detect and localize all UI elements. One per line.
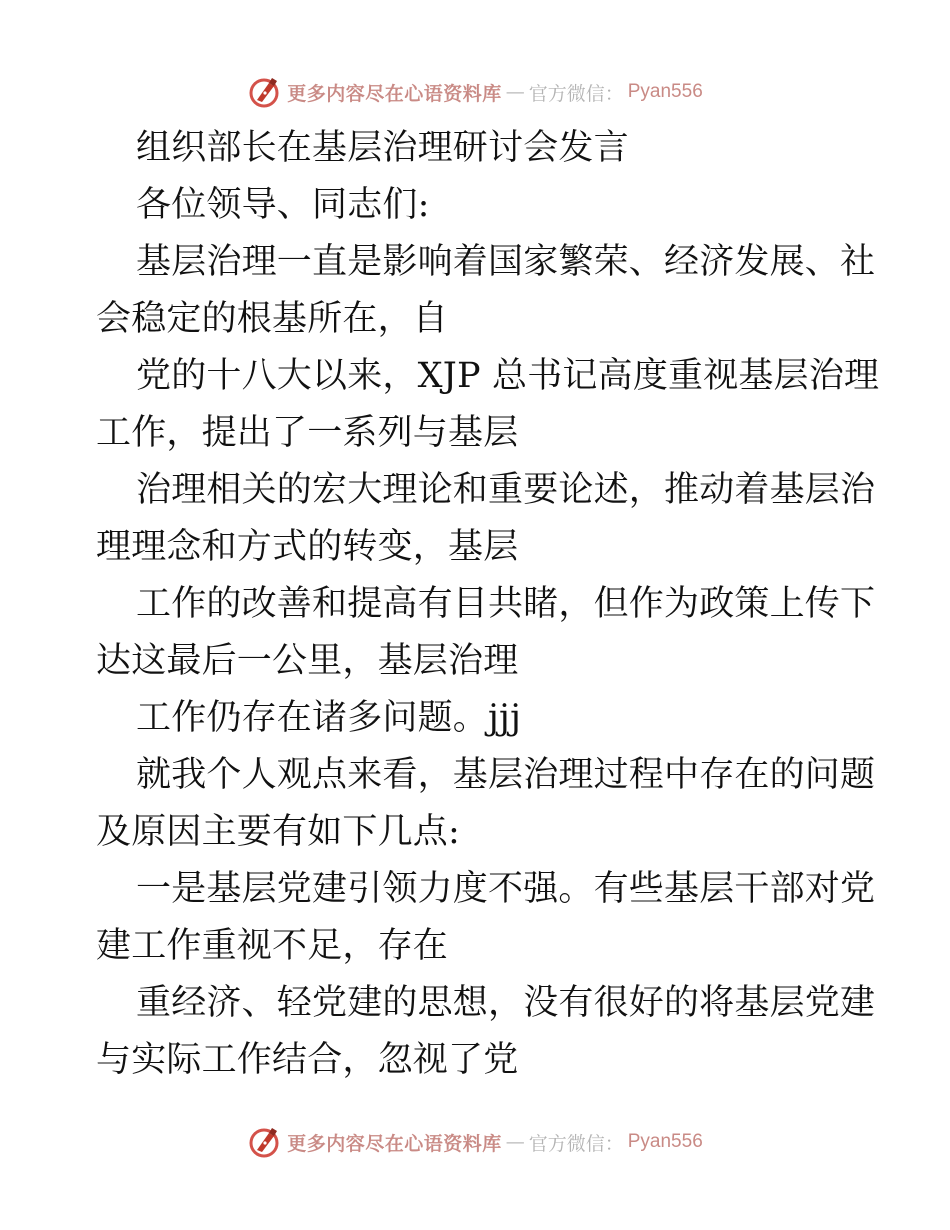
document-title: 组织部长在基层治理研讨会发言: [136, 128, 629, 168]
paragraph-line: 工作，提出了一系列与基层: [96, 413, 519, 453]
wechat-id: Pyan556: [627, 81, 703, 102]
paragraph-line: 一是基层党建引领力度不强。有些基层干部对党: [136, 869, 876, 909]
paragraph-line: 达这最后一公里，基层治理: [96, 641, 519, 681]
paragraph-line: 就我个人观点来看，基层治理过程中存在的问题: [136, 755, 876, 795]
header-watermark: [0, 72, 950, 112]
pen-nib-logo-icon: [247, 74, 283, 110]
paragraph-line: 与实际工作结合，忽视了党: [96, 1040, 519, 1080]
paragraph-line: 建工作重视不足，存在: [96, 926, 449, 966]
wechat-id: Pyan556: [627, 1131, 703, 1152]
salutation: 各位领导、同志们:: [136, 185, 430, 225]
paragraph-line: 党的十八大以来，XJP 总书记高度重视基层治理: [136, 356, 880, 396]
paragraph-line: 及原因主要有如下几点:: [96, 812, 460, 852]
footer-watermark: [0, 1122, 950, 1162]
watermark-separator: —: [505, 1131, 525, 1153]
paragraph-line: 会稳定的根基所在，自: [96, 299, 449, 339]
wechat-label: 官方微信：: [528, 1132, 624, 1155]
watermark-text: 更多内容尽在心语资料库: [287, 1132, 502, 1155]
document-body: [96, 120, 880, 1089]
paragraph-line: 重经济、轻党建的思想，没有很好的将基层党建: [136, 983, 876, 1023]
paragraph-line: 基层治理一直是影响着国家繁荣、经济发展、社: [136, 242, 876, 282]
paragraph-line: 工作的改善和提高有目共睹，但作为政策上传下: [136, 584, 876, 624]
paragraph-line: 工作仍存在诸多问题。jjj: [136, 698, 522, 738]
pen-nib-logo-icon: [247, 1124, 283, 1160]
paragraph-line: 治理相关的宏大理论和重要论述，推动着基层治: [136, 470, 876, 510]
watermark-separator: —: [505, 81, 525, 103]
paragraph-line: 理理念和方式的转变，基层: [96, 527, 519, 567]
wechat-label: 官方微信：: [528, 82, 624, 105]
watermark-text: 更多内容尽在心语资料库: [287, 82, 502, 105]
